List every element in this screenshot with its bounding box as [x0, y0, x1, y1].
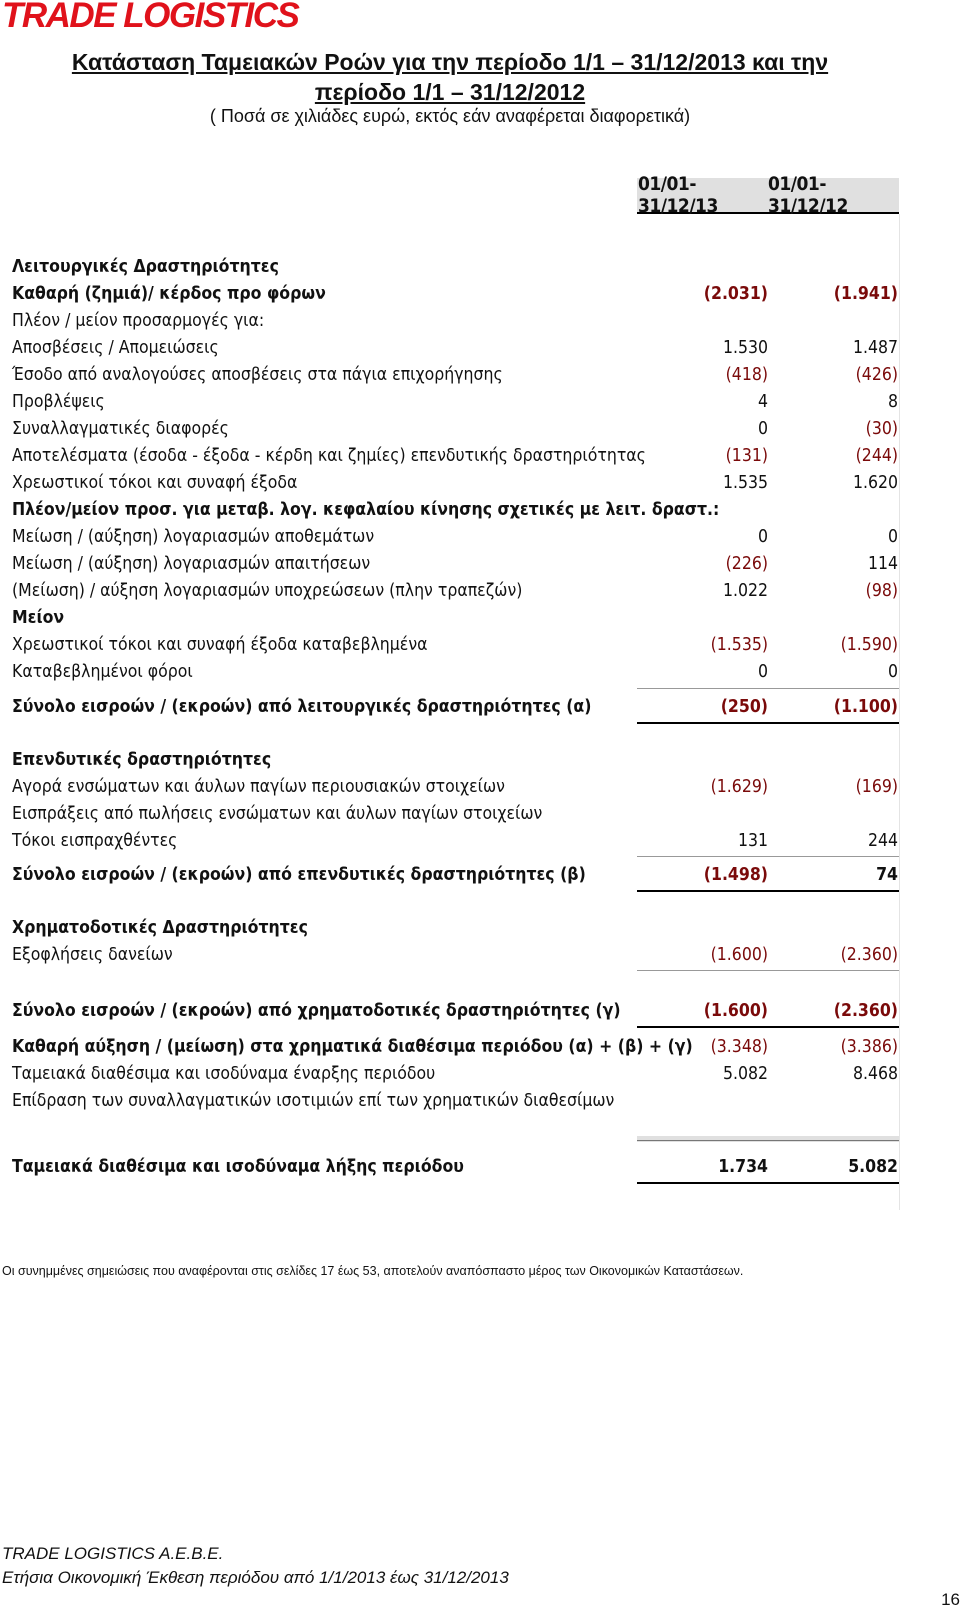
row-provisions	[12, 389, 900, 415]
value-2012: 244	[867, 831, 898, 851]
value-2013: (418)	[725, 365, 768, 385]
row-label: Σύνολο εισροών / (εκροών) από χρηματοδοτικές δραστηριότητες (γ)	[12, 1001, 621, 1021]
value-2013: 5.082	[722, 1064, 768, 1084]
row-label: Προβλέψεις	[12, 392, 105, 412]
row-label: Εισπράξεις από πωλήσεις ενσώματων και άυλων παγίων στοιχείων	[12, 804, 543, 824]
value-2013: (250)	[720, 697, 768, 717]
row-label: Εξοφλήσεις δανείων	[12, 945, 173, 965]
row-label: Επενδυτικές δραστηριότητες	[12, 750, 272, 770]
row-interest-paid	[12, 632, 900, 658]
value-2012: (1.941)	[833, 284, 898, 304]
statement-title-line1: Κατάσταση Ταμειακών Ροών για την περίοδο 1/1 – 31/12/2013 και την	[71, 49, 829, 75]
row-taxes-paid	[12, 659, 900, 685]
value-2013: (1.535)	[710, 635, 768, 655]
value-2012: 5.082	[848, 1157, 898, 1177]
column-header-bar	[637, 173, 899, 217]
column-header-2012: 01/01-31/12/12	[768, 173, 848, 217]
total-underline	[637, 1026, 899, 1028]
value-2013: (1.629)	[710, 777, 768, 797]
row-label: Επίδραση των συναλλαγματικών ισοτιμιών επί των χρηματικών διαθεσίμων	[12, 1091, 615, 1111]
row-label: Έσοδο από αναλογούσες αποσβέσεις στα πάγια επιχορήγησης	[12, 365, 503, 385]
row-label: Ταμειακά διαθέσιμα και ισοδύναμα λήξης περιόδου	[12, 1157, 464, 1177]
notes-reference: Οι συνημμένες σημειώσεις που αναφέρονται στις σελίδες 17 έως 53, αποτελούν αναπόσπαστο μέρος των Οικονομικών Καταστάσεων.	[2, 1264, 744, 1278]
value-2013: (131)	[725, 446, 768, 466]
row-payables	[12, 578, 900, 604]
value-2013: 0	[757, 662, 768, 682]
row-investing-results	[12, 443, 900, 469]
value-2013: (2.031)	[703, 284, 768, 304]
statement-title-line2: περίοδο 1/1 – 31/12/2012	[314, 79, 586, 105]
value-2013: 0	[757, 527, 768, 547]
closing-cash-band	[637, 1136, 899, 1142]
value-2012: (1.100)	[833, 697, 898, 717]
row-label: (Μείωση) / αύξηση λογαριασμών υποχρεώσεων (πλην τραπεζών)	[12, 581, 523, 601]
row-inventories	[12, 524, 900, 550]
value-2013: 4	[757, 392, 768, 412]
value-2012: 114	[867, 554, 898, 574]
total-underline	[637, 1182, 899, 1184]
value-2013: 1.022	[722, 581, 768, 601]
row-label: Αγορά ενσώματων και άυλων παγίων περιουσιακών στοιχείων	[12, 777, 505, 797]
row-divider	[637, 856, 899, 857]
row-capex	[12, 774, 900, 800]
row-label: Καταβεβλημένοι φόροι	[12, 662, 193, 682]
row-label: Αποτελέσματα (έσοδα - έξοδα - κέρδη και ζημίες) επενδυτικής δραστηριότητας	[12, 446, 646, 466]
value-2013: 0	[757, 419, 768, 439]
row-label: Αποσβέσεις / Απομειώσεις	[12, 338, 219, 358]
value-2012: (2.360)	[833, 1001, 898, 1021]
value-2012: (426)	[855, 365, 898, 385]
row-label: Μείωση / (αύξηση) λογαριασμών αποθεμάτων	[12, 527, 375, 547]
row-divider	[637, 1140, 899, 1141]
value-2013: 131	[737, 831, 768, 851]
value-2013: (1.600)	[703, 1001, 768, 1021]
footer-report-title: Ετήσια Οικονομική Έκθεση περιόδου από 1/1/2013 έως 31/12/2013	[2, 1568, 509, 1587]
row-investing-heading	[12, 747, 900, 773]
row-receivables	[12, 551, 900, 577]
value-2012: 8.468	[852, 1064, 898, 1084]
row-label: Ταμειακά διαθέσιμα και ισοδύναμα έναρξης περιόδου	[12, 1064, 436, 1084]
total-underline	[637, 890, 899, 892]
value-2013: (3.348)	[710, 1037, 768, 1057]
row-fx-effect	[12, 1088, 900, 1114]
value-2012: 8	[887, 392, 898, 412]
value-2012: 1.487	[852, 338, 898, 358]
row-divider	[637, 688, 899, 689]
row-financing-heading	[12, 915, 900, 941]
value-2012: (30)	[865, 419, 898, 439]
page-number: 16	[941, 1590, 960, 1609]
total-underline	[637, 722, 899, 724]
column-header-2013: 01/01-31/12/13	[638, 173, 718, 217]
row-total-financing	[12, 998, 900, 1024]
row-label: Μείον	[12, 608, 65, 628]
statement-subtitle: ( Ποσά σε χιλιάδες ευρώ, εκτός εάν αναφέρεται διαφορετικά)	[209, 106, 691, 126]
value-2012: (1.590)	[840, 635, 898, 655]
row-label: Χρεωστικοί τόκοι και συναφή έξοδα	[12, 473, 298, 493]
value-2012: 1.620	[852, 473, 898, 493]
value-2012: (3.386)	[840, 1037, 898, 1057]
footer-company: TRADE LOGISTICS A.E.B.E.	[2, 1544, 224, 1563]
row-total-investing	[12, 862, 900, 888]
row-label: Τόκοι εισπραχθέντες	[12, 831, 178, 851]
value-2013: (1.600)	[710, 945, 768, 965]
value-2012: (169)	[855, 777, 898, 797]
row-label: Σύνολο εισροών / (εκροών) από λειτουργικές δραστηριότητες (α)	[12, 697, 592, 717]
value-2012: 0	[887, 662, 898, 682]
row-interest-received	[12, 828, 900, 854]
value-2012: (244)	[855, 446, 898, 466]
row-label: Σύνολο εισροών / (εκροών) από επενδυτικές δραστηριότητες (β)	[12, 865, 586, 885]
row-label: Χρεωστικοί τόκοι και συναφή έξοδα καταβεβλημένα	[12, 635, 428, 655]
row-label: Συναλλαγματικές διαφορές	[12, 419, 229, 439]
row-total-operating	[12, 694, 900, 720]
row-grant-amortization	[12, 362, 900, 388]
row-closing-cash	[12, 1154, 900, 1180]
value-2013: 1.535	[722, 473, 768, 493]
company-logo: TRADE LOGISTICS	[2, 0, 299, 35]
row-working-capital-heading	[12, 497, 900, 523]
value-2013: (1.498)	[703, 865, 768, 885]
row-opening-cash	[12, 1061, 900, 1087]
value-2013: 1.530	[722, 338, 768, 358]
row-label: Καθαρή αύξηση / (μείωση) στα χρηματικά διαθέσιμα περιόδου (α) + (β) + (γ)	[12, 1037, 693, 1057]
row-divider	[637, 970, 899, 971]
value-2013: 1.734	[718, 1157, 768, 1177]
row-label: Καθαρή (ζημιά)/ κέρδος προ φόρων	[12, 284, 326, 304]
value-2012: 0	[887, 527, 898, 547]
row-less-heading	[12, 605, 900, 631]
row-profit-before-tax	[12, 281, 900, 307]
value-2012: (2.360)	[840, 945, 898, 965]
value-2012: (98)	[865, 581, 898, 601]
row-operating-activities-heading	[12, 254, 900, 280]
value-2012: 74	[876, 865, 898, 885]
value-2013: (226)	[725, 554, 768, 574]
row-adjustments	[12, 308, 900, 334]
row-asset-sales	[12, 801, 900, 827]
row-label: Λειτουργικές Δραστηριότητες	[12, 257, 279, 277]
row-loan-repayments	[12, 942, 900, 968]
row-label: Μείωση / (αύξηση) λογαριασμών απαιτήσεων	[12, 554, 371, 574]
row-fx-differences	[12, 416, 900, 442]
row-net-change	[12, 1034, 900, 1060]
row-interest-expense	[12, 470, 900, 496]
row-label: Χρηματοδοτικές Δραστηριότητες	[12, 918, 308, 938]
row-label: Πλέον / μείον προσαρμογές για:	[12, 311, 265, 331]
row-label: Πλέον/μείον προσ. για μεταβ. λογ. κεφαλαίου κίνησης σχετικές με λειτ. δραστ.:	[12, 500, 720, 520]
row-depreciation	[12, 335, 900, 361]
